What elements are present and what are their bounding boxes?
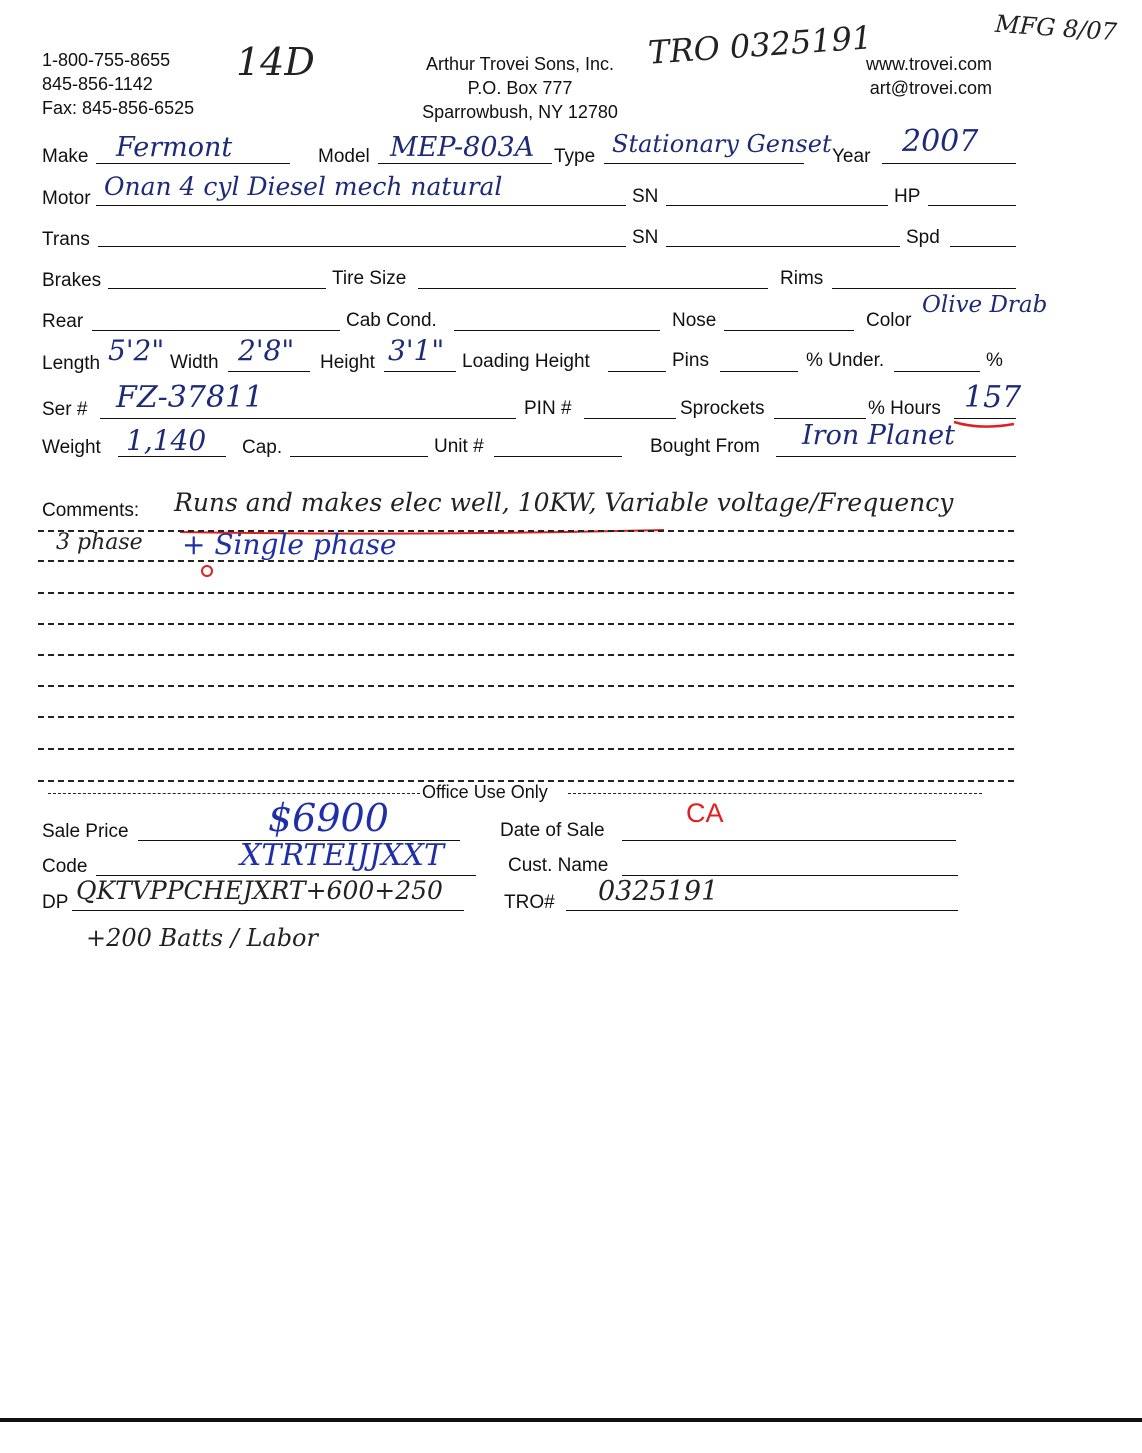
pins-label: Pins	[672, 350, 709, 371]
unit-label: Unit #	[434, 436, 484, 457]
address-line-1: P.O. Box 777	[467, 78, 573, 98]
pct-sign: %	[986, 350, 1003, 371]
rear-label: Rear	[42, 311, 84, 332]
pin-label: PIN #	[524, 398, 572, 419]
bought-from-label: Bought From	[650, 436, 760, 457]
cust-name-label: Cust. Name	[508, 855, 609, 876]
dp-extra: +200 Batts / Labor	[86, 924, 318, 952]
cap-line	[290, 456, 428, 457]
nose-line	[724, 330, 854, 331]
email: art@trovei.com	[869, 78, 993, 98]
trans-sn-label: SN	[632, 227, 659, 248]
width-value: 2'8"	[238, 334, 295, 367]
ser-label: Ser #	[42, 399, 88, 420]
date-of-sale-label: Date of Sale	[500, 820, 605, 841]
phone: 1-800-755-8655	[42, 50, 171, 70]
hours-red-underline	[950, 412, 1020, 432]
motor-value: Onan 4 cyl Diesel mech natural	[104, 172, 503, 201]
fax: Fax: 845-856-6525	[42, 98, 195, 118]
ser-line	[100, 418, 516, 419]
unit-line	[494, 456, 622, 457]
year-value: 2007	[902, 124, 979, 159]
office-use-label: Office Use Only	[422, 782, 548, 802]
height-line	[384, 371, 456, 372]
tro-label: TRO#	[504, 892, 555, 913]
spd-line	[950, 246, 1016, 247]
hp-label: HP	[894, 186, 921, 207]
width-label: Width	[170, 352, 219, 373]
weight-label: Weight	[42, 437, 101, 458]
make-line	[96, 163, 290, 164]
trans-sn-line	[666, 246, 900, 247]
brakes-label: Brakes	[42, 270, 102, 291]
bought-from-line	[776, 456, 1016, 457]
trans-line	[98, 246, 626, 247]
comments-line-2a: 3 phase	[56, 530, 143, 555]
scan-edge	[0, 1418, 1142, 1422]
date-of-sale-line	[622, 840, 956, 841]
year-label: Year	[832, 146, 871, 167]
tire-size-line	[418, 288, 768, 289]
company-web	[866, 52, 992, 100]
type-label: Type	[554, 146, 596, 167]
comment-line	[38, 623, 1014, 625]
sprockets-label: Sprockets	[680, 398, 765, 419]
comment-line	[38, 716, 1014, 718]
hp-line	[928, 205, 1016, 206]
comments-line-2b: + Single phase	[182, 528, 397, 561]
cap-label: Cap.	[242, 437, 283, 458]
dp-line	[72, 910, 464, 911]
comments-label: Comments:	[42, 500, 140, 521]
weight-value: 1,140	[126, 424, 207, 457]
motor-sn-line	[666, 205, 888, 206]
motor-label: Motor	[42, 188, 91, 209]
sale-price-label: Sale Price	[42, 821, 129, 842]
office-divider-right	[568, 793, 982, 794]
office-divider-left	[48, 793, 420, 794]
comment-line	[38, 654, 1014, 656]
width-line	[228, 371, 310, 372]
website: www.trovei.com	[866, 54, 993, 74]
hours-value: 157	[964, 380, 1022, 415]
date-of-sale-value: CA	[686, 798, 724, 828]
make-value: Fermont	[116, 132, 233, 163]
height-label: Height	[320, 352, 375, 373]
model-label: Model	[318, 146, 370, 167]
comment-line	[38, 685, 1014, 687]
ser-value: FZ-37811	[116, 380, 264, 415]
code-label: Code	[42, 856, 88, 877]
dp-label: DP	[42, 892, 69, 913]
color-label: Color	[866, 310, 912, 331]
company-name: Arthur Trovei Sons, Inc.	[425, 54, 615, 74]
pct-under-label: % Under.	[806, 350, 885, 371]
cab-cond-line	[454, 330, 660, 331]
sale-price-value: $6900	[268, 796, 389, 840]
comment-line	[38, 592, 1014, 594]
tire-size-label: Tire Size	[332, 268, 407, 289]
model-value: MEP-803A	[390, 132, 535, 163]
phone-2: 845-856-1142	[42, 74, 153, 94]
pin-line	[584, 418, 676, 419]
length-value: 5'2"	[108, 334, 165, 367]
spd-label: Spd	[906, 227, 940, 248]
bought-from-value: Iron Planet	[802, 420, 955, 451]
pins-line	[720, 371, 798, 372]
tro-line	[566, 910, 958, 911]
type-value: Stationary Genset	[612, 130, 832, 158]
initials: 14D	[236, 40, 315, 84]
cab-cond-label: Cab Cond.	[346, 310, 437, 331]
loading-height-label: Loading Height	[462, 351, 590, 372]
color-value: Olive Drab	[922, 292, 1048, 318]
stamp-number: TRO 0325191	[646, 18, 874, 72]
rear-line	[92, 330, 340, 331]
length-label: Length	[42, 353, 101, 374]
pct-hours-label: % Hours	[868, 398, 941, 419]
comment-line	[38, 748, 1014, 750]
dp-value: QKTVPPCHEJXRT+600+250	[76, 876, 443, 905]
pct-under-line	[894, 371, 980, 372]
height-value: 3'1"	[388, 334, 445, 367]
rims-label: Rims	[780, 268, 824, 289]
make-label: Make	[42, 146, 89, 167]
trans-label: Trans	[42, 229, 90, 250]
brakes-line	[108, 288, 326, 289]
company-address	[400, 52, 640, 124]
model-line	[378, 163, 552, 164]
year-line	[882, 163, 1016, 164]
corner-note: MFG 8/07	[994, 9, 1118, 47]
company-contacts	[42, 48, 194, 120]
motor-sn-label: SN	[632, 186, 659, 207]
comment-line	[38, 560, 1014, 562]
motor-line	[96, 205, 626, 206]
comments-line-1: Runs and makes elec well, 10KW, Variable voltage/Frequency	[174, 488, 954, 517]
loading-height-line	[608, 371, 666, 372]
address-line-2: Sparrowbush, NY 12780	[422, 102, 618, 122]
rims-line	[832, 288, 1016, 289]
tro-value: 0325191	[598, 876, 719, 907]
code-value: XTRTEIJJXXT	[240, 838, 444, 873]
type-line	[604, 163, 804, 164]
sprockets-line	[774, 418, 866, 419]
red-mark-icon	[198, 562, 216, 580]
comment-line	[38, 530, 1014, 532]
nose-label: Nose	[672, 310, 717, 331]
